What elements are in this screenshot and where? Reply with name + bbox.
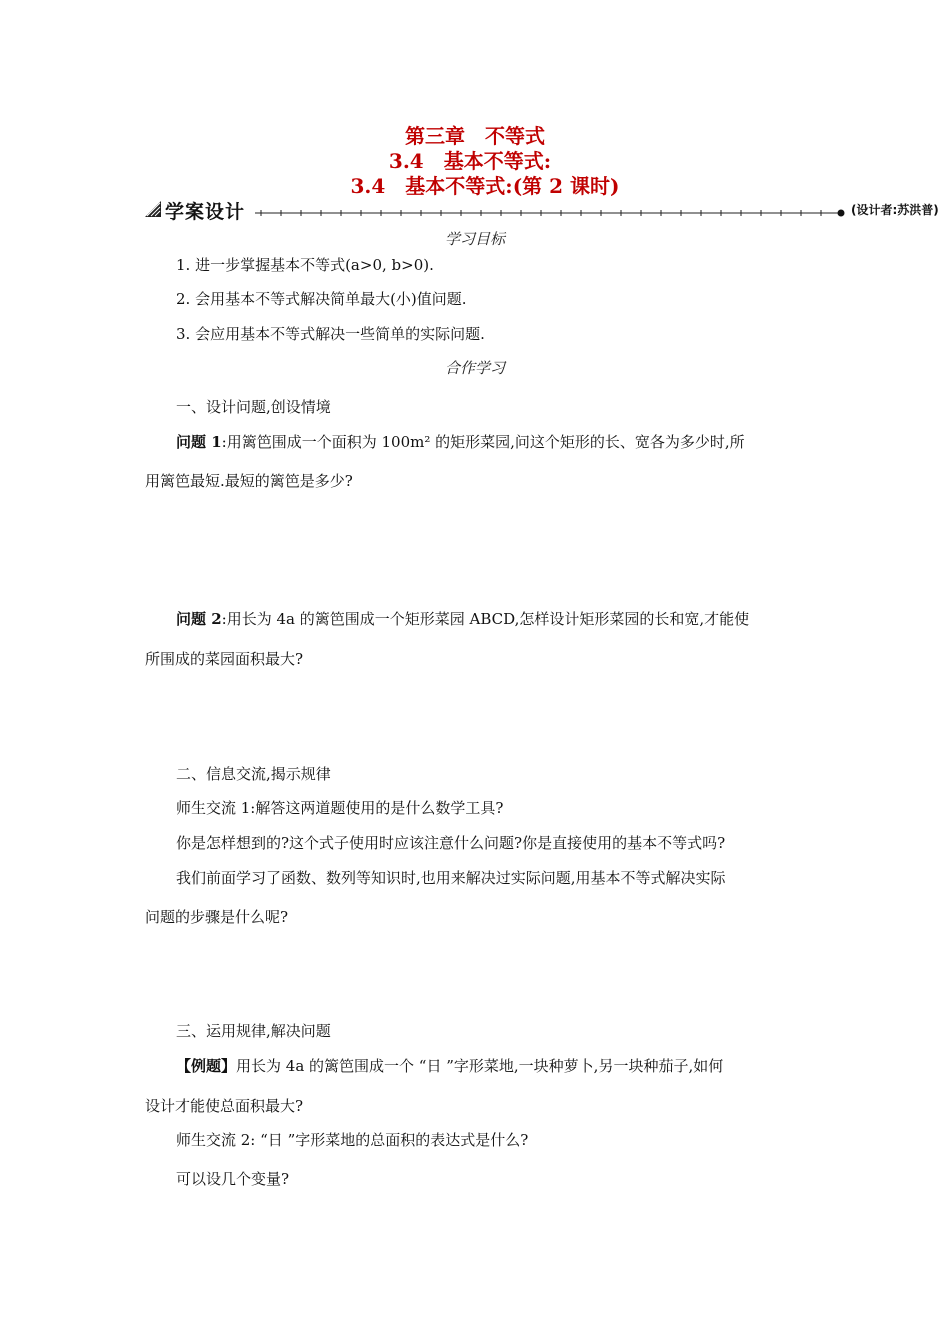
exchange1-followup: 你是怎样想到的?这个式子使用时应该注意什么问题?你是直接使用的基本不等式吗? bbox=[176, 834, 726, 852]
chapter-title: 第三章 不等式 bbox=[405, 124, 545, 148]
example-line2: 设计才能使总面积最大? bbox=[145, 1097, 304, 1115]
objective-item-3: 3. 会应用基本不等式解决一些简单的实际问题. bbox=[176, 325, 485, 343]
example-label: 【例题】 bbox=[176, 1057, 237, 1075]
banner-label: 学案设计 bbox=[165, 201, 246, 223]
objective-item-2: 2. 会用基本不等式解决简单最大(小)值问题. bbox=[176, 290, 467, 308]
author-credit: (设计者:苏洪普) bbox=[851, 203, 939, 217]
question1-line1 bbox=[176, 431, 745, 452]
section1-title: 一、设计问题,创设情境 bbox=[176, 398, 331, 416]
objectives-heading: 学习目标 bbox=[444, 230, 505, 248]
question1-label: 问题 1 bbox=[176, 433, 222, 451]
cooperative-heading: 合作学习 bbox=[444, 359, 505, 377]
objective-item-1: 1. 进一步掌握基本不等式(a>0, b>0). bbox=[176, 256, 434, 274]
example-line1 bbox=[176, 1055, 723, 1076]
exchange1-line: 师生交流 1:解答这两道题使用的是什么数学工具? bbox=[176, 799, 504, 817]
study-plan-banner bbox=[145, 197, 939, 223]
variables-question: 可以设几个变量? bbox=[176, 1170, 290, 1188]
question2-line2: 所围成的菜园面积最大? bbox=[145, 650, 304, 668]
dotted-ruler-line bbox=[255, 208, 847, 218]
triangle-stripes-icon bbox=[145, 201, 161, 217]
question1-text: :用篱笆围成一个面积为 100m² 的矩形菜园,问这个矩形的长、宽各为多少时,所 bbox=[221, 433, 745, 451]
steps-question-line1: 我们前面学习了函数、数列等知识时,也用来解决过实际问题,用基本不等式解决实际 bbox=[176, 869, 726, 887]
lesson-title: 3.4 基本不等式:(第 2 课时) bbox=[350, 174, 620, 198]
steps-question-line2: 问题的步骤是什么呢? bbox=[145, 908, 289, 926]
exchange2-line: 师生交流 2: “日 ”字形菜地的总面积的表达式是什么? bbox=[176, 1131, 529, 1149]
question1-line2: 用篱笆最短.最短的篱笆是多少? bbox=[145, 472, 353, 490]
question2-text: :用长为 4a 的篱笆围成一个矩形菜园 ABCD,怎样设计矩形菜园的长和宽,才能使 bbox=[221, 610, 750, 628]
question2-label: 问题 2 bbox=[176, 610, 222, 628]
section2-title: 二、信息交流,揭示规律 bbox=[176, 765, 331, 783]
question2-line1 bbox=[176, 608, 749, 629]
section-title: 3.4 基本不等式: bbox=[388, 149, 552, 173]
section3-title: 三、运用规律,解决问题 bbox=[176, 1022, 331, 1040]
example-text: 用长为 4a 的篱笆围成一个 “日 ”字形菜地,一块种萝卜,另一块种茄子,如何 bbox=[236, 1057, 724, 1075]
chapter-titles bbox=[0, 124, 950, 199]
